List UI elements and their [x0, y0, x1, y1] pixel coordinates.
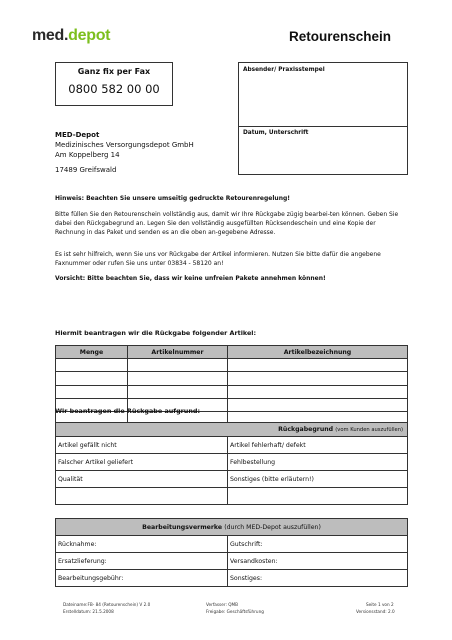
reason-option-defective[interactable]: Artikel fehlerhaft/ defekt: [228, 437, 408, 454]
sender-box-divider: [239, 126, 407, 127]
other-field[interactable]: Sonstiges:: [228, 570, 408, 587]
warning-text: Vorsicht: Bitte beachten Sie, dass wir keine unfreien Pakete annehmen können!: [55, 275, 326, 282]
table-row: [56, 471, 408, 488]
table-row: [56, 536, 408, 553]
items-header-row: [56, 346, 408, 359]
credit-note-field[interactable]: Gutschrift:: [228, 536, 408, 553]
reason-option-other[interactable]: Sonstiges (bitte erläutern!): [228, 471, 408, 488]
date-signature-label: Datum, Unterschrift: [243, 130, 309, 136]
footer-filename: Dateiname:FB- 84 (Retourenschein) V 2.0: [63, 602, 151, 607]
reason-option-dislike[interactable]: Artikel gefällt nicht: [56, 437, 228, 454]
reason-table-title: Rückgabegrund (vom Kunden auszufüllen): [56, 423, 408, 437]
table-row: [56, 553, 408, 570]
info-paragraph: Es ist sehr hilfreich, wenn Sie uns vor Rückgabe der Artikel informieren. Nutzen Sie bitte dafür die angebene Faxnummer oder rufen Sie uns unter 03834 - 58120 an!: [55, 251, 381, 267]
reason-header-row: [56, 423, 408, 437]
sender-stamp-box[interactable]: [238, 62, 408, 175]
article-number-cell[interactable]: [128, 385, 228, 398]
fax-number: 0800 582 00 00: [68, 82, 160, 96]
footer-approval: Freigabe: Geschäftsführung: [206, 609, 264, 614]
table-row: [56, 372, 408, 385]
table-row: [56, 385, 408, 398]
table-row: [56, 359, 408, 372]
quantity-cell[interactable]: [56, 385, 128, 398]
footer-author: Verfasser: QMB: [206, 602, 238, 607]
article-name-cell[interactable]: [228, 372, 408, 385]
footer-version: Versionsstand: 2.0: [356, 609, 395, 614]
return-policy-hint: Hinweis: Beachten Sie unsere umseitig gedruckte Retourenregelung!: [55, 195, 290, 202]
reason-table: [55, 422, 408, 505]
table-row: [56, 570, 408, 587]
footer-page-number: Seite 1 von 2: [366, 602, 394, 607]
table-row: [56, 488, 408, 505]
logo-text-depot: depot: [68, 27, 111, 44]
address-line-1: Medizinisches Versorgungsdepot GmbH: [55, 141, 194, 149]
address-line-2: Am Koppelberg 14: [55, 151, 120, 159]
article-name-cell[interactable]: [228, 398, 408, 411]
reason-option-wrong-item[interactable]: Falscher Artikel geliefert: [56, 454, 228, 471]
reason-option-quality[interactable]: Qualität: [56, 471, 228, 488]
items-heading: Hiermit beantragen wir die Rückgabe folgender Artikel:: [55, 329, 257, 337]
document-title: Retourenschein: [289, 29, 392, 44]
address-line-3: 17489 Greifswald: [55, 166, 117, 174]
column-header-article-number: Artikelnummer: [128, 346, 228, 359]
article-number-cell[interactable]: [128, 372, 228, 385]
processing-fee-field[interactable]: Bearbeitungsgebühr:: [56, 570, 228, 587]
table-row: [56, 454, 408, 471]
article-name-cell[interactable]: [228, 359, 408, 372]
replacement-delivery-field[interactable]: Ersatzlieferung:: [56, 553, 228, 570]
table-row: [56, 437, 408, 454]
company-name: MED-Depot: [55, 131, 100, 139]
return-accepted-field[interactable]: Rücknahme:: [56, 536, 228, 553]
processing-table-title: Bearbeitungsvermerke (durch MED-Depot auszufüllen): [56, 519, 408, 536]
processing-table: [55, 518, 408, 587]
fax-box: [55, 62, 173, 106]
column-header-quantity: Menge: [56, 346, 128, 359]
sender-stamp-label: Absender/ Praxisstempel: [243, 67, 325, 73]
logo-text-med: med.: [32, 27, 69, 44]
article-number-cell[interactable]: [128, 359, 228, 372]
column-header-article-name: Artikelbezeichnung: [228, 346, 408, 359]
instructions-paragraph: Bitte füllen Sie den Retourenschein vollständig aus, damit wir Ihre Rückgabe zügig bearbei-ten können. Geben Sie dabei den Rückgabegrund an. Legen Sie den vollständig ausgefüllten Rücksendeschein und eine Kopie der Rechnung in das Paket und senden es an die oben an-gegebene Adresse.: [55, 211, 399, 236]
reason-blank-cell[interactable]: [56, 488, 228, 505]
med-depot-logo: [32, 27, 110, 45]
quantity-cell[interactable]: [56, 359, 128, 372]
reason-heading: Wir beantragen die Rückgabe aufgrund:: [55, 407, 201, 415]
fax-label: Ganz fix per Fax: [77, 67, 151, 76]
article-name-cell[interactable]: [228, 385, 408, 398]
processing-header-row: [56, 519, 408, 536]
footer-created-date: Erstelldatum: 21.5.2008: [63, 609, 114, 614]
reason-explanation-cell[interactable]: [228, 488, 408, 505]
shipping-costs-field[interactable]: Versandkosten:: [228, 553, 408, 570]
quantity-cell[interactable]: [56, 372, 128, 385]
reason-option-wrong-order[interactable]: Fehlbestellung: [228, 454, 408, 471]
